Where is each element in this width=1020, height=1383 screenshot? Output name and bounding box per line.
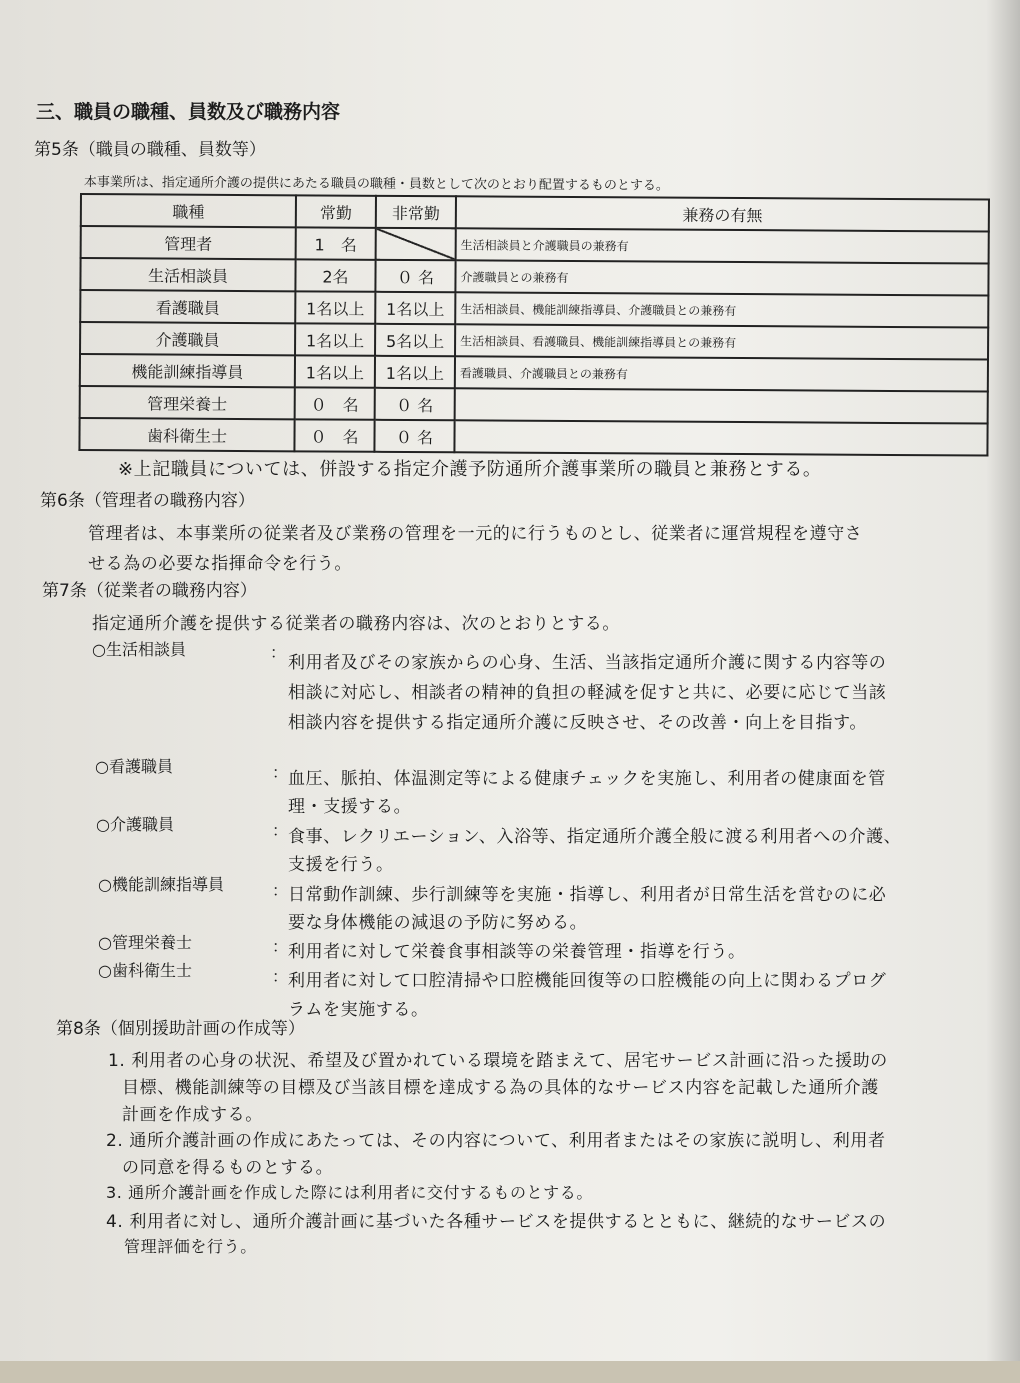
page-edge-shadow <box>986 0 1020 1383</box>
page-bottom-strip <box>0 1361 1020 1383</box>
role-cell: 看護職員 <box>80 290 295 323</box>
duty-label: ○歯科衛生士 <box>98 961 192 980</box>
article-8-heading: 第8条（個別援助計画の作成等） <box>56 1019 305 1039</box>
duty-label: ○機能訓練指導員 <box>98 875 224 894</box>
duty-label: ○生活相談員 <box>92 640 186 659</box>
article-8-item-line: 3. 通所介護計画を作成した際には利用者に交付するものとする。 <box>106 1183 593 1202</box>
article-5-heading: 第5条（職員の職種、員数等） <box>34 140 266 160</box>
header-full-time: 常勤 <box>296 195 376 227</box>
full-time-cell: 2名 <box>295 259 375 291</box>
duty-line: 利用者に対して口腔清掃や口腔機能回復等の口腔機能の向上に関わるプログ <box>288 971 887 991</box>
concurrent-cell <box>454 420 987 455</box>
duty-colon: ： <box>272 967 289 986</box>
duty-colon: ： <box>272 821 289 840</box>
concurrent-cell: 生活相談員、看護職員、機能訓練指導員との兼務有 <box>455 324 988 359</box>
article-8-item-line: 2. 通所介護計画の作成にあたっては、その内容について、利用者またはその家族に説明し、利用者 <box>106 1131 886 1151</box>
staff-table <box>78 193 990 457</box>
duty-line: 血圧、脈拍、体温測定等による健康チェックを実施し、利用者の健康面を管 <box>288 769 886 789</box>
duty-line: 利用者及びその家族からの心身、生活、当該指定通所介護に関する内容等の <box>288 653 887 673</box>
full-time-cell: 1名以上 <box>295 291 375 323</box>
part-time-cell: 1名以上 <box>375 356 455 388</box>
part-time-cell: ０ 名 <box>375 260 455 292</box>
article-7-heading: 第7条（従業者の職務内容） <box>42 581 257 601</box>
header-role: 職種 <box>81 194 296 227</box>
article-8-item-line: 計画を作成する。 <box>122 1105 263 1125</box>
role-cell: 生活相談員 <box>80 258 295 291</box>
header-concurrent: 兼務の有無 <box>456 196 989 231</box>
part-time-cell: ０ 名 <box>375 388 455 420</box>
duty-line: 相談内容を提供する指定通所介護に反映させ、その改善・向上を目指す。 <box>288 713 867 733</box>
duty-line: ラムを実施する。 <box>288 1000 429 1020</box>
concurrent-cell <box>455 388 988 423</box>
full-time-cell: ０ 名 <box>295 387 375 419</box>
duty-colon: ： <box>272 881 289 900</box>
article-8-item-line: 4. 利用者に対し、通所介護計画に基づいた各種サービスを提供するとともに、継続的なサービスの <box>106 1212 887 1232</box>
article-6-heading: 第6条（管理者の職務内容） <box>40 491 255 511</box>
article-5-intro: 本事業所は、指定通所介護の提供にあたる職員の職種・員数として次のとおり配置するものとする。 <box>83 174 669 194</box>
part-time-cell: 1名以上 <box>375 292 455 324</box>
role-cell: 機能訓練指導員 <box>80 354 295 387</box>
article-8-item-line: 1. 利用者の心身の状況、希望及び置かれている環境を踏まえて、居宅サービス計画に沿った援助の <box>108 1051 888 1071</box>
duty-line: 相談に対応し、相談者の精神的負担の軽減を促すと共に、必要に応じて当該 <box>288 683 887 703</box>
concurrent-cell: 生活相談員、機能訓練指導員、介護職員との兼務有 <box>455 292 988 327</box>
table-row <box>79 418 987 456</box>
article-6-line: 管理者は、本事業所の従業者及び業務の管理を一元的に行うものとし、従業者に運営規程を遵守さ <box>88 524 863 544</box>
section-title: 三、職員の職種、員数及び職務内容 <box>36 101 341 123</box>
full-time-cell: 1 名 <box>296 227 376 259</box>
article-7-intro: 指定通所介護を提供する従業者の職務内容は、次のとおりとする。 <box>92 614 620 634</box>
full-time-cell: 1名以上 <box>295 323 375 355</box>
duty-line: 利用者に対して栄養食事相談等の栄養管理・指導を行う。 <box>288 942 746 962</box>
full-time-cell: ０ 名 <box>294 419 374 451</box>
article-8-item-line: 管理評価を行う。 <box>124 1237 257 1256</box>
full-time-cell: 1名以上 <box>295 355 375 387</box>
part-time-cell: ０ 名 <box>374 420 454 452</box>
duty-line: 支援を行う。 <box>288 855 394 875</box>
duty-colon: ： <box>272 937 289 956</box>
duty-line: 理・支援する。 <box>288 797 412 817</box>
role-cell: 管理者 <box>81 226 296 259</box>
article-6-line: せる為の必要な指揮命令を行う。 <box>88 554 352 574</box>
duty-colon: ： <box>270 643 287 662</box>
duty-line: 食事、レクリエーション、入浴等、指定通所介護全般に渡る利用者への介護、 <box>288 827 902 847</box>
concurrent-cell: 生活相談員と介護職員の兼務有 <box>456 228 989 263</box>
duty-label: ○管理栄養士 <box>98 933 192 952</box>
part-time-cell: 5名以上 <box>375 324 455 356</box>
role-cell: 歯科衛生士 <box>79 418 294 451</box>
article-8-item-line: の同意を得るものとする。 <box>122 1158 334 1178</box>
duty-colon: ： <box>272 763 289 782</box>
concurrent-cell: 看護職員、介護職員との兼務有 <box>455 356 988 391</box>
role-cell: 管理栄養士 <box>80 386 295 419</box>
duty-line: 日常動作訓練、歩行訓練等を実施・指導し、利用者が日常生活を営むのに必 <box>288 885 887 905</box>
role-cell: 介護職員 <box>80 322 295 355</box>
duty-label: ○介護職員 <box>96 815 174 834</box>
table-footnote: ※上記職員については、併設する指定介護予防通所介護事業所の職員と兼務とする。 <box>118 459 822 480</box>
part-time-cell-empty <box>376 228 456 260</box>
duty-label: ○看護職員 <box>95 757 173 776</box>
duty-line: 要な身体機能の減退の予防に努める。 <box>288 913 588 933</box>
header-part-time: 非常勤 <box>376 196 456 228</box>
article-8-item-line: 目標、機能訓練等の目標及び当該目標を達成する為の具体的なサービス内容を記載した通所介護 <box>122 1078 879 1098</box>
concurrent-cell: 介護職員との兼務有 <box>455 260 988 295</box>
